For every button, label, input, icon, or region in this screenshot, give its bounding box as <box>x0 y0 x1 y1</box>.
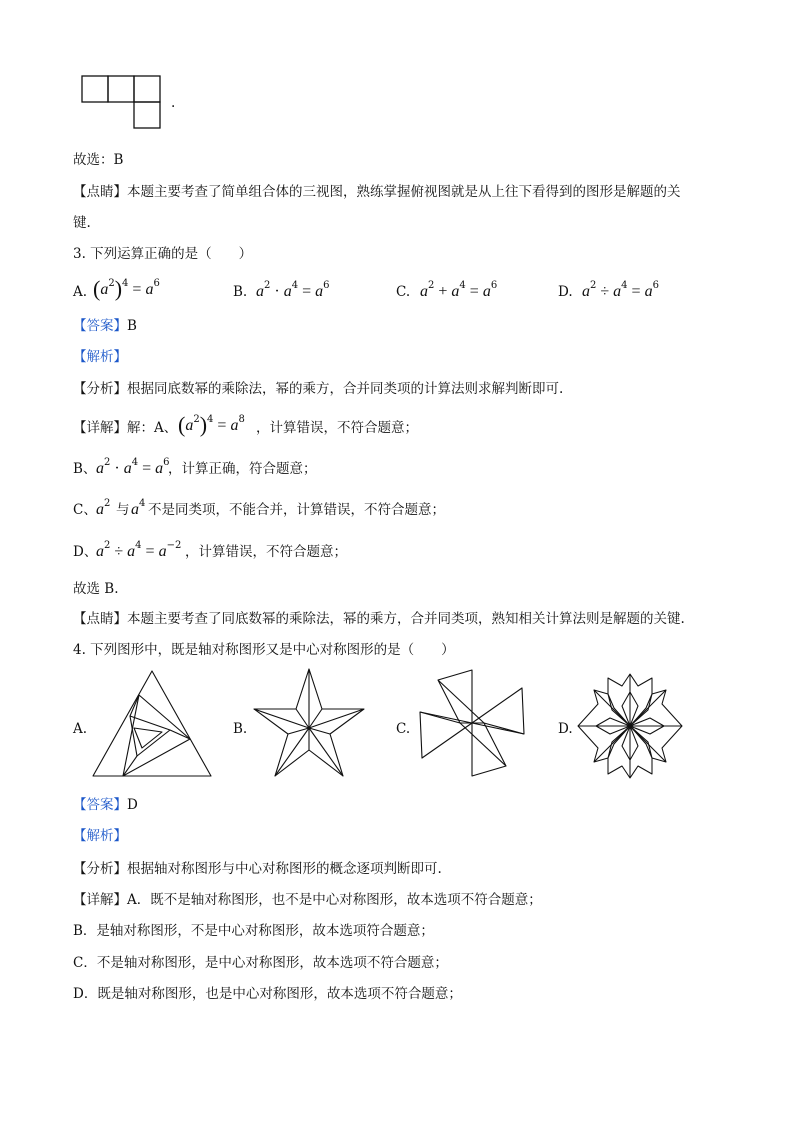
q3-detail-a-suffix: ，计算错误，不符合题意； <box>256 420 418 436</box>
answer-value: D <box>127 797 138 813</box>
detail-a-text: A．既不是轴对称图形，也不是中心对称图形，故本选项不符合题意； <box>127 892 542 908</box>
analyze-text: 根据同底数幂的乘除法，幂的乘方，合并同类项的计算法则求解判断即可. <box>127 381 564 397</box>
q3-detail-c-mid: 与 <box>116 502 130 518</box>
q4-option-d-label: D. <box>558 721 573 737</box>
q3-detail-d-suffix: ，计算错误，不符合题意； <box>185 544 347 560</box>
comment-text: 本题主要考查了简单组合体的三视图，熟练掌握俯视图就是从上往下看得到的图形是解题的关 <box>127 184 681 200</box>
q3-detail-a-formula: $(a^2)^4 = a^8$ <box>178 412 245 437</box>
q3-option-b-formula: $a^2 \cdot a^4 = a^6$ <box>256 280 330 300</box>
comment-tag: 【点睛】 <box>73 611 127 627</box>
top-view-figure <box>80 74 162 130</box>
q3-stem: 3. 下列运算正确的是（ ） <box>73 246 253 262</box>
q2-answer-line: 故选：B <box>73 152 124 168</box>
option-a-triangle-figure <box>90 668 214 780</box>
q3-detail-c-suffix: 不是同类项，不能合并，计算错误，不符合题意； <box>148 502 445 518</box>
q4-option-c-label: C. <box>396 721 411 737</box>
q3-detail-d-formula: $a^2 \div a^4 = a^{-2}$ <box>96 540 182 560</box>
q4-stem: 4. 下列图形中，既是轴对称图形又是中心对称图形的是（ ） <box>73 642 455 658</box>
comment-text: 本题主要考查了同底数幂的乘除法，幂的乘方，合并同类项，熟知相关计算法则是解题的关键. <box>127 611 685 627</box>
answer-tag: 【答案】 <box>73 318 127 334</box>
analyze-tag: 【分析】 <box>73 381 127 397</box>
q4-detail-c: C．不是轴对称图形，是中心对称图形，故本选项不符合题意； <box>73 955 448 971</box>
answer-tag: 【答案】 <box>73 797 127 813</box>
q2-comment-line2: 键. <box>73 215 91 231</box>
q3-option-d-label: D. <box>558 284 573 300</box>
q4-detail-d: D．既是轴对称图形，也是中心对称图形，故本选项不符合题意； <box>73 986 462 1002</box>
q3-comment <box>73 610 685 628</box>
q4-answer <box>73 796 138 814</box>
q3-detail-a <box>73 419 177 437</box>
q3-detail-b-formula: $a^2 \cdot a^4 = a^6$ <box>96 457 170 477</box>
q3-option-c-label: C. <box>396 284 411 300</box>
q3-analysis-tag: 【解析】 <box>73 349 127 365</box>
q4-analyze <box>73 860 442 878</box>
figure-period: . <box>171 95 176 111</box>
option-c-pinwheel-figure <box>414 666 530 780</box>
q3-choose: 故选 B. <box>73 581 119 597</box>
q3-detail-c-term2: $a^4$ <box>131 498 146 518</box>
analyze-tag: 【分析】 <box>73 861 127 877</box>
detail-tag: 【详解】 <box>73 892 127 908</box>
q4-option-b-label: B. <box>233 721 248 737</box>
answer-value: B <box>127 318 137 334</box>
q3-detail-b-prefix: B、 <box>73 461 97 477</box>
option-b-star-figure <box>250 666 368 780</box>
q3-detail-d-prefix: D、 <box>73 544 98 560</box>
q3-option-a-formula: $(a^2)^4 = a^6$ <box>93 276 160 301</box>
q3-detail-c-prefix: C、 <box>73 502 97 518</box>
q3-detail-b-suffix: ，计算正确，符合题意； <box>168 461 317 477</box>
analyze-text: 根据轴对称图形与中心对称图形的概念逐项判断即可. <box>127 861 442 877</box>
detail-tag: 【详解】 <box>73 420 127 436</box>
q4-analysis-tag: 【解析】 <box>73 828 127 844</box>
q3-option-d-formula: $a^2 \div a^4 = a^6$ <box>582 280 659 300</box>
q2-comment <box>73 183 681 201</box>
q4-detail-a <box>73 891 542 909</box>
q3-option-a-label: A. <box>73 284 88 300</box>
q3-detail-c-term1: $a^2$ <box>96 498 111 518</box>
detail-a-prefix: 解：A、 <box>127 420 178 436</box>
q4-detail-b: B．是轴对称图形，不是中心对称图形，故本选项符合题意； <box>73 923 434 939</box>
comment-tag: 【点睛】 <box>73 184 127 200</box>
q4-option-a-label: A. <box>73 721 88 737</box>
q3-option-b-label: B. <box>233 284 248 300</box>
q3-answer <box>73 317 137 335</box>
option-d-flower-figure <box>576 672 684 780</box>
q3-option-c-formula: $a^2 + a^4 = a^6$ <box>420 280 498 300</box>
q3-analyze <box>73 380 563 398</box>
